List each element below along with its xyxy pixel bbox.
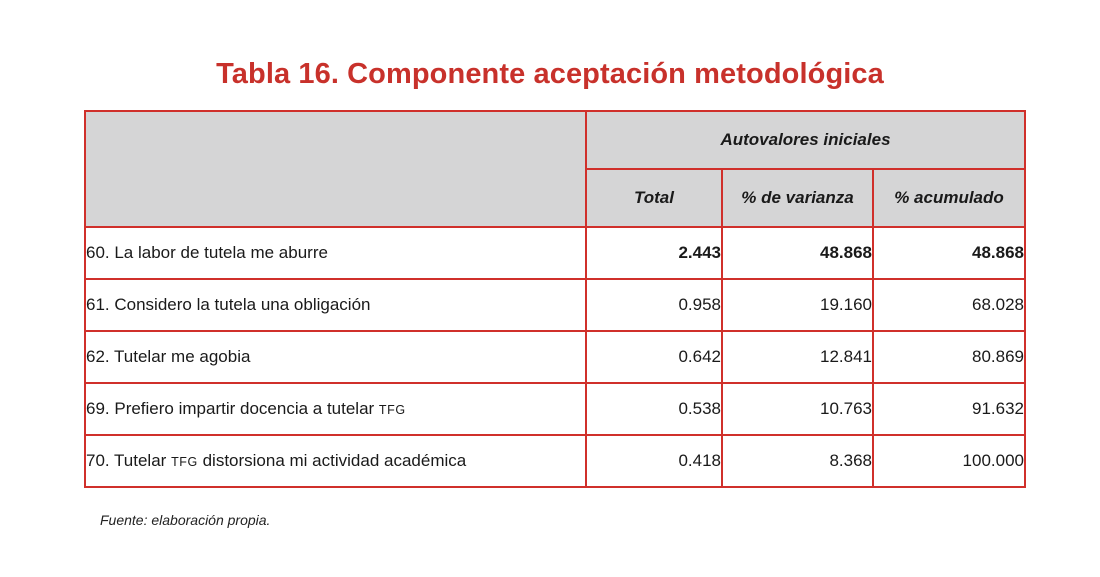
varianza-cell: 19.160 [722,279,873,331]
row-label: 60. La labor de tutela me aburre [85,227,586,279]
table-row [85,227,1025,279]
total-cell: 0.958 [586,279,722,331]
total-cell: 0.418 [586,435,722,487]
total-cell: 0.642 [586,331,722,383]
table-row [85,435,1025,487]
table-header-row-1 [85,111,1025,169]
acumulado-cell: 100.000 [873,435,1025,487]
acumulado-cell: 68.028 [873,279,1025,331]
acumulado-cell: 48.868 [873,227,1025,279]
component-table [84,110,1026,488]
table-title: Tabla 16. Componente aceptación metodológica [216,58,884,90]
table-row [85,331,1025,383]
row-label: 70. Tutelar TFG distorsiona mi actividad académica [85,435,586,487]
row-label: 62. Tutelar me agobia [85,331,586,383]
empty-header-cell [85,111,586,227]
row-label: 61. Considero la tutela una obligación [85,279,586,331]
source-note: Fuente: elaboración propia. [100,512,271,528]
total-cell: 2.443 [586,227,722,279]
varianza-cell: 10.763 [722,383,873,435]
acumulado-cell: 80.869 [873,331,1025,383]
row-label: 69. Prefiero impartir docencia a tutelar TFG [85,383,586,435]
varianza-cell: 12.841 [722,331,873,383]
table-row [85,383,1025,435]
column-header-acumulado: % acumulado [873,169,1025,227]
table-row [85,279,1025,331]
acumulado-cell: 91.632 [873,383,1025,435]
total-cell: 0.538 [586,383,722,435]
column-header-varianza: % de varianza [722,169,873,227]
group-header-autovalores: Autovalores iniciales [586,111,1025,169]
varianza-cell: 8.368 [722,435,873,487]
abbr-tfg: TFG [171,455,198,469]
abbr-tfg: TFG [378,403,406,417]
column-header-total: Total [586,169,722,227]
varianza-cell: 48.868 [722,227,873,279]
